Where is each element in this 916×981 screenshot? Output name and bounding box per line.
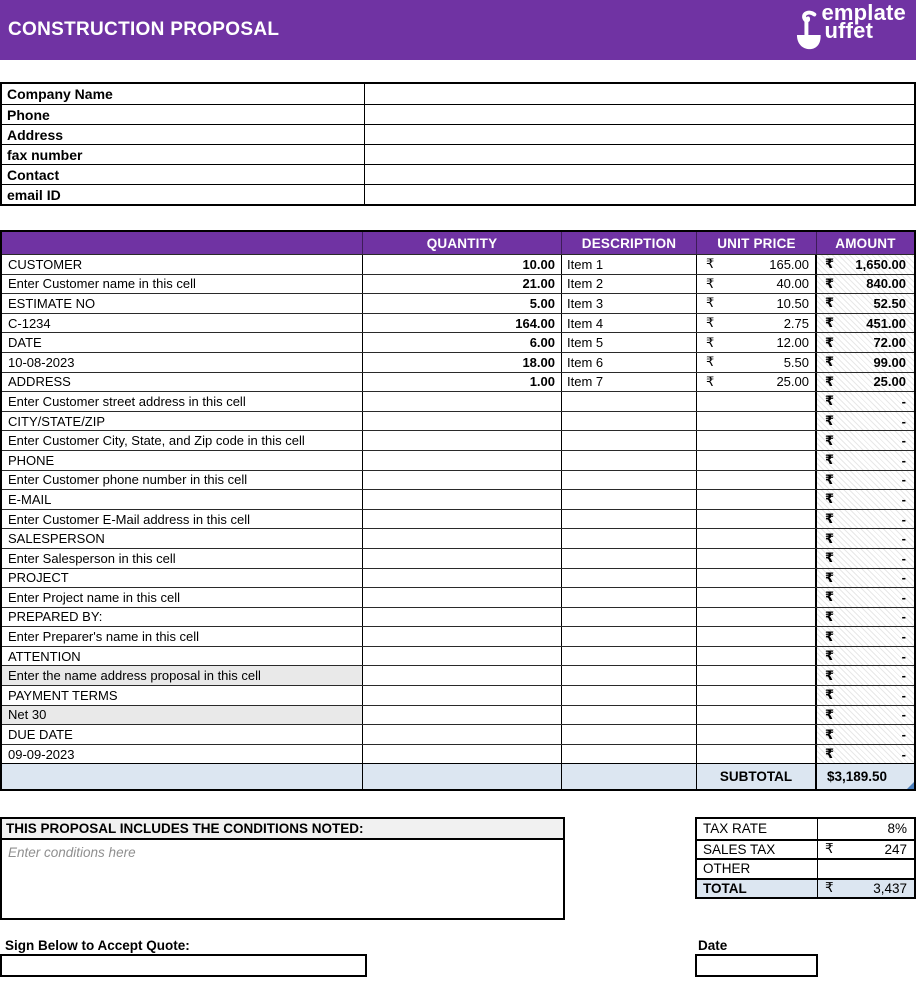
item-entry-cell[interactable]: Enter Customer phone number in this cell [2,471,363,490]
quantity-cell[interactable] [363,490,562,509]
description-cell[interactable] [562,745,697,764]
header-bar [0,0,916,60]
quantity-cell[interactable] [363,745,562,764]
quantity-cell[interactable]: 1.00 [363,373,562,392]
currency-symbol: ₹ [825,746,835,762]
item-row [2,646,914,666]
company-row [2,184,914,204]
amount-value: - [901,570,906,586]
quantity-cell[interactable] [363,451,562,470]
unit-price-cell[interactable] [697,392,817,411]
currency-symbol: ₹ [825,373,835,389]
item-row [2,587,914,607]
unit-price-cell[interactable] [697,549,817,568]
item-row [2,685,914,705]
description-cell[interactable] [562,412,697,431]
description-cell[interactable] [562,569,697,588]
description-cell[interactable]: Item 4 [562,314,697,333]
item-entry-cell[interactable]: Enter Project name in this cell [2,588,363,607]
totals-row [697,878,914,898]
amount-cell [817,745,914,764]
currency-symbol: ₹ [825,354,835,370]
item-label-cell: CITY/STATE/ZIP [2,412,363,431]
quantity-cell[interactable] [363,588,562,607]
amount-value: - [901,472,906,488]
amount-cell [817,569,914,588]
unit-price-cell[interactable] [697,471,817,490]
template-buffet-logo [793,0,906,56]
item-label-cell: DUE DATE [2,725,363,744]
signature-input-box[interactable] [0,954,367,977]
header-cell-unit-price: UNIT PRICE [697,232,817,254]
currency-symbol: ₹ [825,589,835,605]
quantity-cell[interactable] [363,529,562,548]
item-row [2,744,914,764]
amount-cell [817,431,914,450]
unit-price-cell[interactable] [697,373,817,392]
logo-line-1: emplate [821,0,906,25]
description-cell[interactable]: Item 5 [562,333,697,352]
currency-symbol: ₹ [825,413,835,429]
cell-corner-marker [907,782,914,789]
item-row [2,430,914,450]
totals-table [695,817,916,899]
unit-price-cell[interactable] [697,745,817,764]
amount-value: - [901,727,906,743]
currency-symbol: ₹ [825,393,835,409]
company-field-label: Phone [2,105,365,124]
unit-price-cell[interactable] [697,314,817,333]
unit-price-cell[interactable] [697,666,817,685]
item-label-cell: ADDRESS [2,373,363,392]
item-entry-cell[interactable]: Enter Customer street address in this cell [2,392,363,411]
amount-value: - [901,629,906,645]
company-field-label: Address [2,125,365,144]
item-label-cell: DATE [2,333,363,352]
description-cell[interactable] [562,549,697,568]
currency-symbol: ₹ [825,471,835,487]
totals-value-cell[interactable] [818,819,914,839]
currency-symbol: ₹ [825,706,835,722]
item-entry-cell[interactable]: 09-09-2023 [2,745,363,764]
unit-price-cell[interactable] [697,647,817,666]
amount-cell [817,314,914,333]
item-row [2,528,914,548]
description-cell[interactable] [562,725,697,744]
quantity-cell[interactable] [363,431,562,450]
header-cell-quantity: QUANTITY [363,232,562,254]
item-entry-cell[interactable]: C-1234 [2,314,363,333]
amount-cell [817,686,914,705]
currency-symbol: ₹ [825,511,835,527]
description-cell[interactable]: Item 6 [562,353,697,372]
quantity-cell[interactable]: 164.00 [363,314,562,333]
item-row [2,705,914,725]
totals-value: 247 [884,841,907,857]
currency-symbol: ₹ [706,373,715,389]
quantity-cell[interactable] [363,510,562,529]
description-cell[interactable] [562,608,697,627]
subtotal-value [817,764,914,789]
totals-label: OTHER [697,860,818,878]
company-row [2,144,914,164]
amount-value: 72.00 [873,335,906,351]
item-label-cell: ATTENTION [2,647,363,666]
item-row [2,509,914,529]
item-row [2,411,914,431]
currency-symbol: ₹ [825,648,835,664]
date-label: Date [698,938,728,953]
totals-value: 8% [887,821,907,837]
item-row [2,665,914,685]
amount-value: - [901,668,906,684]
unit-price-cell[interactable] [697,706,817,725]
amount-value: - [901,452,906,468]
logo-line-2: uffet [824,18,874,44]
quantity-cell[interactable]: 6.00 [363,333,562,352]
currency-symbol: ₹ [706,315,715,331]
company-row [2,104,914,124]
subtotal-row [2,763,914,789]
subtotal-spacer [363,764,562,789]
item-label-cell: ESTIMATE NO [2,294,363,313]
item-entry-cell[interactable]: Enter Salesperson in this cell [2,549,363,568]
description-cell[interactable] [562,588,697,607]
description-cell[interactable]: Item 7 [562,373,697,392]
quantity-cell[interactable] [363,392,562,411]
currency-symbol: ₹ [825,726,835,742]
amount-value: - [901,609,906,625]
description-cell[interactable]: Item 2 [562,275,697,294]
item-entry-cell[interactable]: Enter Customer E-Mail address in this cell [2,510,363,529]
amount-value: - [901,413,906,429]
description-cell[interactable] [562,392,697,411]
company-row [2,84,914,104]
amount-value: - [901,746,906,762]
item-row [2,489,914,509]
currency-symbol: ₹ [706,334,715,350]
quantity-cell[interactable] [363,725,562,744]
currency-symbol: ₹ [825,334,835,350]
amount-cell [817,725,914,744]
sign-label: Sign Below to Accept Quote: [5,938,190,953]
company-field-label: fax number [2,145,365,164]
item-row [2,450,914,470]
totals-value: 3,437 [873,880,907,896]
quantity-cell[interactable] [363,569,562,588]
currency-symbol: ₹ [825,315,835,331]
unit-price-cell[interactable] [697,490,817,509]
totals-row [697,819,914,839]
amount-cell [817,510,914,529]
description-cell[interactable] [562,490,697,509]
header-cell-amount: AMOUNT [835,235,896,251]
unit-price-cell[interactable] [697,510,817,529]
totals-row [697,858,914,878]
amount-value: - [901,491,906,507]
unit-price-value: 165.00 [769,256,809,272]
item-label-cell: E-MAIL [2,490,363,509]
item-row [2,470,914,490]
amount-cell [817,608,914,627]
currency-symbol: ₹ [825,841,834,857]
currency-symbol: ₹ [825,491,835,507]
currency-symbol: ₹ [825,256,835,272]
description-cell[interactable] [562,471,697,490]
description-cell[interactable] [562,431,697,450]
amount-cell [817,353,914,372]
amount-cell [817,627,914,646]
description-cell[interactable] [562,686,697,705]
unit-price-value: 5.50 [783,354,809,370]
amount-cell [817,392,914,411]
header-cell-blank [2,232,363,254]
quantity-cell[interactable] [363,549,562,568]
description-cell[interactable] [562,666,697,685]
quantity-cell[interactable]: 10.00 [363,255,562,274]
currency-symbol: ₹ [706,275,715,291]
unit-price-cell[interactable] [697,255,817,274]
unit-price-cell[interactable] [697,608,817,627]
item-label-cell: PHONE [2,451,363,470]
unit-price-value: 2.75 [783,315,809,331]
unit-price-cell[interactable] [697,725,817,744]
amount-cell [817,706,914,725]
amount-cell [817,471,914,490]
conditions-input-area[interactable]: Enter conditions here [8,845,136,860]
unit-price-value: 12.00 [776,335,809,351]
currency-symbol: ₹ [825,530,835,546]
unit-price-cell[interactable] [697,275,817,294]
amount-value: - [901,393,906,409]
quantity-cell[interactable] [363,686,562,705]
company-info-table [0,82,916,206]
amount-value: 25.00 [873,374,906,390]
page-title: CONSTRUCTION PROPOSAL [8,19,280,40]
quantity-cell[interactable]: 5.00 [363,294,562,313]
company-field-value-cell[interactable] [365,125,914,144]
amount-value: - [901,531,906,547]
amount-value: - [901,589,906,605]
unit-price-cell[interactable] [697,431,817,450]
unit-price-value: 25.00 [776,374,809,390]
amount-value: 451.00 [866,315,906,331]
header-cell-description: DESCRIPTION [562,232,697,254]
conditions-section [0,817,565,920]
amount-value: - [901,511,906,527]
currency-symbol: ₹ [825,452,835,468]
unit-price-cell[interactable] [697,529,817,548]
unit-price-cell[interactable] [697,294,817,313]
quantity-cell[interactable] [363,627,562,646]
currency-symbol: ₹ [825,880,834,896]
amount-cell [817,373,914,392]
item-row [2,372,914,392]
unit-price-value: 10.50 [776,295,809,311]
unit-price-cell[interactable] [697,569,817,588]
ladle-icon [793,6,823,56]
items-table-body [2,254,914,763]
totals-label: SALES TAX [697,841,818,859]
company-row [2,124,914,144]
description-cell[interactable] [562,510,697,529]
amount-value: - [901,687,906,703]
totals-label: TOTAL [697,880,818,898]
description-cell[interactable] [562,529,697,548]
currency-symbol: ₹ [825,608,835,624]
item-row [2,724,914,744]
item-row [2,332,914,352]
currency-symbol: ₹ [825,432,835,448]
amount-value: 99.00 [873,354,906,370]
amount-cell [817,588,914,607]
item-label-cell: PROJECT [2,569,363,588]
currency-symbol: ₹ [706,256,715,272]
item-entry-cell[interactable]: Net 30 [2,706,363,725]
item-row [2,274,914,294]
item-row [2,607,914,627]
item-label-cell: CUSTOMER [2,255,363,274]
subtotal-label: SUBTOTAL [697,764,817,789]
description-cell[interactable]: Item 1 [562,255,697,274]
unit-price-cell[interactable] [697,353,817,372]
item-entry-cell[interactable]: Enter Customer City, State, and Zip code in this cell [2,431,363,450]
company-field-value-cell[interactable] [365,84,914,104]
item-entry-cell[interactable]: Enter Preparer's name in this cell [2,627,363,646]
logo-text [821,0,906,44]
item-label-cell: PAYMENT TERMS [2,686,363,705]
amount-cell [817,275,914,294]
item-row [2,568,914,588]
quantity-cell[interactable] [363,706,562,725]
item-entry-cell[interactable]: 10-08-2023 [2,353,363,372]
quantity-cell[interactable]: 18.00 [363,353,562,372]
currency-symbol: ₹ [706,295,715,311]
conditions-title: THIS PROPOSAL INCLUDES THE CONDITIONS NOTED: [2,819,563,840]
item-row [2,626,914,646]
items-table-header [2,232,914,254]
unit-price-cell[interactable] [697,588,817,607]
quantity-cell[interactable] [363,471,562,490]
subtotal-spacer [562,764,697,789]
description-cell[interactable] [562,706,697,725]
amount-value: 840.00 [866,276,906,292]
amount-cell [817,451,914,470]
description-cell[interactable] [562,451,697,470]
quantity-cell[interactable] [363,412,562,431]
totals-value-cell[interactable] [818,880,914,898]
unit-price-cell[interactable] [697,627,817,646]
company-field-value-cell[interactable] [365,185,914,204]
company-field-label: Company Name [2,84,365,104]
totals-label: TAX RATE [697,819,818,839]
unit-price-value: 40.00 [776,276,809,292]
amount-cell [817,490,914,509]
item-label-cell: SALESPERSON [2,529,363,548]
totals-value-cell[interactable] [818,841,914,859]
amount-cell [817,255,914,274]
amount-cell [817,294,914,313]
currency-symbol: ₹ [825,550,835,566]
currency-symbol: ₹ [706,354,715,370]
totals-value-cell[interactable] [818,860,914,878]
item-row [2,391,914,411]
amount-cell [817,666,914,685]
amount-value: - [901,648,906,664]
item-row [2,352,914,372]
subtotal-amount-text: $3,189.50 [827,769,888,785]
quantity-cell[interactable]: 21.00 [363,275,562,294]
description-cell[interactable] [562,627,697,646]
amount-value: - [901,707,906,723]
amount-value: - [901,433,906,449]
item-row [2,548,914,568]
description-cell[interactable] [562,647,697,666]
amount-cell [817,529,914,548]
currency-symbol: ₹ [825,295,835,311]
currency-symbol: ₹ [825,667,835,683]
company-row [2,164,914,184]
company-field-value-cell[interactable] [365,105,914,124]
totals-row [697,839,914,859]
currency-symbol: ₹ [825,275,835,291]
company-field-value-cell[interactable] [365,165,914,184]
item-entry-cell[interactable]: Enter the name address proposal in this cell [2,666,363,685]
company-field-value-cell[interactable] [365,145,914,164]
currency-symbol: ₹ [825,628,835,644]
unit-price-cell[interactable] [697,333,817,352]
company-field-label: Contact [2,165,365,184]
unit-price-cell[interactable] [697,451,817,470]
amount-cell [817,412,914,431]
unit-price-cell[interactable] [697,686,817,705]
date-input-box[interactable] [695,954,818,977]
amount-value: - [901,550,906,566]
quantity-cell[interactable] [363,608,562,627]
item-entry-cell[interactable]: Enter Customer name in this cell [2,275,363,294]
currency-symbol: ₹ [825,687,835,703]
item-row [2,254,914,274]
item-label-cell: PREPARED BY: [2,608,363,627]
amount-cell [817,549,914,568]
amount-value: 1,650.00 [855,256,906,272]
item-row [2,293,914,313]
quantity-cell[interactable] [363,647,562,666]
subtotal-spacer [2,764,363,789]
items-table [0,230,916,791]
unit-price-cell[interactable] [697,412,817,431]
amount-value: 52.50 [873,295,906,311]
currency-symbol: ₹ [825,569,835,585]
quantity-cell[interactable] [363,666,562,685]
company-field-label: email ID [2,185,365,204]
item-row [2,313,914,333]
amount-cell [817,647,914,666]
amount-cell [817,333,914,352]
description-cell[interactable]: Item 3 [562,294,697,313]
